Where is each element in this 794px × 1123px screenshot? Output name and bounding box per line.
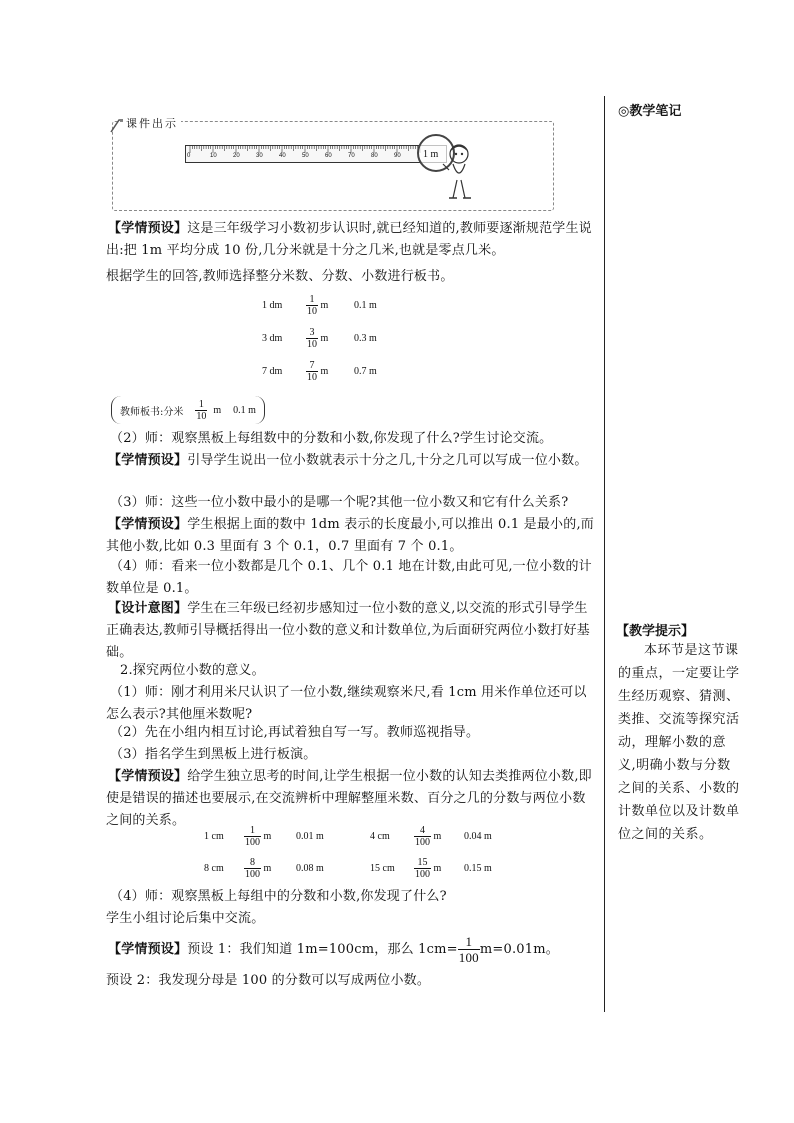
tag-situation: 【学情预设】 xyxy=(108,769,188,784)
ruler-tick-label: 20 xyxy=(233,153,240,159)
paragraph-text: 这是三年级学习小数初步认识时,就已经知道的,教师要逐渐规范学生说出:把 1m 平均分成 10 份,几分米就是十分之几米,也就是零点几米。 xyxy=(106,221,592,258)
cell-dm: 1 dm xyxy=(262,300,283,311)
paragraph-11 xyxy=(106,722,598,744)
ruler-unit-label: 1 m xyxy=(423,149,439,160)
paragraph-text: 预设 2：我发现分母是 100 的分数可以写成两位小数。 xyxy=(106,973,431,988)
board-note-label: 教师板书:分米 xyxy=(120,406,184,418)
paragraph-text: （2）师：观察黑板上每组数中的分数和小数,你发现了什么?学生讨论交流。 xyxy=(110,431,553,446)
paragraph-10 xyxy=(106,682,598,726)
cell-dm: 3 dm xyxy=(262,333,283,344)
paragraph-6 xyxy=(106,514,598,558)
paragraph-15 xyxy=(106,908,598,930)
ruler-ticks-graphic xyxy=(186,146,446,162)
cell-cm: 15 cm xyxy=(370,863,395,874)
cell-decimal: 0.3 m xyxy=(354,333,377,344)
cell-decimal: 0.15 m xyxy=(464,863,492,874)
paragraph-text: （3）指名学生到黑板上进行板演。 xyxy=(110,747,317,762)
fraction: $\frac{1}{100}$ xyxy=(458,934,479,965)
fraction: $\frac{3}{10}$ xyxy=(307,327,317,350)
paragraph-text: 根据学生的回答,教师选择整分米数、分数、小数进行板书。 xyxy=(106,269,454,284)
ruler-tick-label: 90 xyxy=(394,153,401,159)
fraction: $\frac{15}{100}$ xyxy=(415,857,430,880)
paragraph-8 xyxy=(106,598,598,664)
paragraph-7 xyxy=(106,556,598,600)
paragraph-4 xyxy=(106,450,598,472)
teaching-tips-text xyxy=(618,639,742,846)
cell-dm: 7 dm xyxy=(262,366,283,377)
paragraph-text: 学生小组讨论后集中交流。 xyxy=(106,911,265,926)
paragraph-2 xyxy=(106,266,598,288)
ruler-tick-label: 70 xyxy=(348,153,355,159)
ruler-tick-label: 10 xyxy=(210,153,217,159)
cell-decimal: 0.7 m xyxy=(354,366,377,377)
courseware-label: 课件出示 xyxy=(123,115,181,131)
paragraph-text: （4）师：观察黑板上每组中的分数和小数,你发现了什么? xyxy=(110,889,447,904)
board-note: 教师板书:分米 $\frac{1}{10}$ m 0.1 m xyxy=(111,396,265,424)
fraction: $\frac{7}{10}$ xyxy=(307,360,317,383)
ruler-tick-label: 0 xyxy=(187,153,191,159)
fraction: $\frac{4}{100}$ xyxy=(415,825,430,848)
paragraph-text: （1）师：刚才利用米尺认识了一位小数,继续观察米尺,看 1cm 用米作单位还可以怎么表示?其他厘米数呢? xyxy=(106,685,587,722)
paragraph-text: m=0.01m。 xyxy=(479,942,559,957)
paragraph-text: （3）师：这些一位小数中最小的是哪一个呢?其他一位小数又和它有什么关系? xyxy=(110,495,569,510)
teaching-tips-title: 【教学提示】 xyxy=(616,624,695,639)
courseware-box xyxy=(112,117,554,211)
tag-situation: 【学情预设】 xyxy=(108,517,188,532)
paragraph-text: （2）先在小组内相互讨论,再试着独自写一写。教师巡视指导。 xyxy=(110,725,480,740)
cell-decimal: 0.08 m xyxy=(296,863,324,874)
cartoon-character-icon xyxy=(439,142,479,204)
section-heading: 2.探究两位小数的意义。 xyxy=(120,663,265,678)
fraction: $\frac{8}{100}$ xyxy=(245,857,260,880)
ruler-tick-label: 30 xyxy=(256,153,263,159)
cell-cm: 8 cm xyxy=(204,863,224,874)
cell-decimal: 0.04 m xyxy=(464,831,492,842)
paragraph-5 xyxy=(106,492,598,514)
ruler-tick-label: 60 xyxy=(325,153,332,159)
paragraph-12 xyxy=(106,744,598,766)
paragraph-text: 预设 1：我们知道 1m=100cm，那么 1cm= xyxy=(187,942,458,957)
margin-divider xyxy=(604,96,605,1012)
tag-situation: 【学情预设】 xyxy=(108,453,188,468)
paragraph-17 xyxy=(106,970,598,992)
paragraph-text: 引导学生说出一位小数就表示十分之几,十分之几可以写成一位小数。 xyxy=(187,453,588,468)
paragraph-text: 学生在三年级已经初步感知过一位小数的意义,以交流的形式引导学生正确表达,教师引导概括得出一位小数的意义和计数单位,为后面研究两位小数打好基础。 xyxy=(106,601,590,660)
paragraph-text: 给学生独立思考的时间,让学生根据一位小数的认知去类推两位小数,即使是错误的描述也要展示,在交流辨析中理解整厘米数、百分之几的分数与两位小数之间的关系。 xyxy=(106,769,592,828)
paragraph-3 xyxy=(106,428,598,450)
paragraph-text: 学生根据上面的数中 1dm 表示的长度最小,可以推出 0.1 是最小的,而其他小数,比如 0.3 里面有 3 个 0.1，0.7 里面有 7 个 0.1。 xyxy=(106,517,594,554)
meter-ruler xyxy=(185,145,447,163)
paragraph-14 xyxy=(106,886,598,908)
tag-situation: 【学情预设】 xyxy=(108,942,188,957)
paragraph-1 xyxy=(106,218,598,262)
teaching-notes-title: ◎教学笔记 xyxy=(618,104,682,119)
tag-situation: 【学情预设】 xyxy=(108,221,188,236)
cell-cm: 4 cm xyxy=(370,831,390,842)
paragraph-9 xyxy=(106,660,598,682)
fraction: $\frac{1}{100}$ xyxy=(245,825,260,848)
paragraph-text: （4）师：看来一位小数都是几个 0.1、几个 0.1 地在计数,由此可见,一位小数的计数单位是 0.1。 xyxy=(106,559,592,596)
cm-fraction-decimal-table: 1 cm $\frac{1}{100}$ m 0.01 m 4 cm $\frac{4}{100}$ m 0.04 m 8 cm $\frac{8}{100}$ m 0.08 m 15 cm $\frac{15}{100}$ m 0.15 m xyxy=(204,825,492,880)
ruler-tick-label: 80 xyxy=(371,153,378,159)
paragraph-13 xyxy=(106,766,598,832)
dm-fraction-decimal-table: 1 dm $\frac{1}{10}$ m 0.1 m 3 dm $\frac{3}{10}$ m 0.3 m 7 dm $\frac{7}{10}$ m 0.7 m xyxy=(262,294,377,383)
cell-decimal: 0.1 m xyxy=(354,300,377,311)
cell-cm: 1 cm xyxy=(204,831,224,842)
fraction: $\frac{1}{10}$ xyxy=(307,294,317,317)
paragraph-16 xyxy=(106,934,598,965)
ruler-tick-label: 40 xyxy=(279,153,286,159)
ruler-tick-label: 50 xyxy=(302,153,309,159)
tag-design-intent: 【设计意图】 xyxy=(108,601,188,616)
fraction: $\frac{1}{10}$ xyxy=(196,398,207,422)
tips-text: 本环节是这节课的重点，一定要让学生经历观察、猜测、类推、交流等探究活动，理解小数的意义,明确小数与分数之间的关系、小数的计数单位以及计数单位之间的关系。 xyxy=(618,643,740,842)
cell-decimal: 0.01 m xyxy=(296,831,324,842)
